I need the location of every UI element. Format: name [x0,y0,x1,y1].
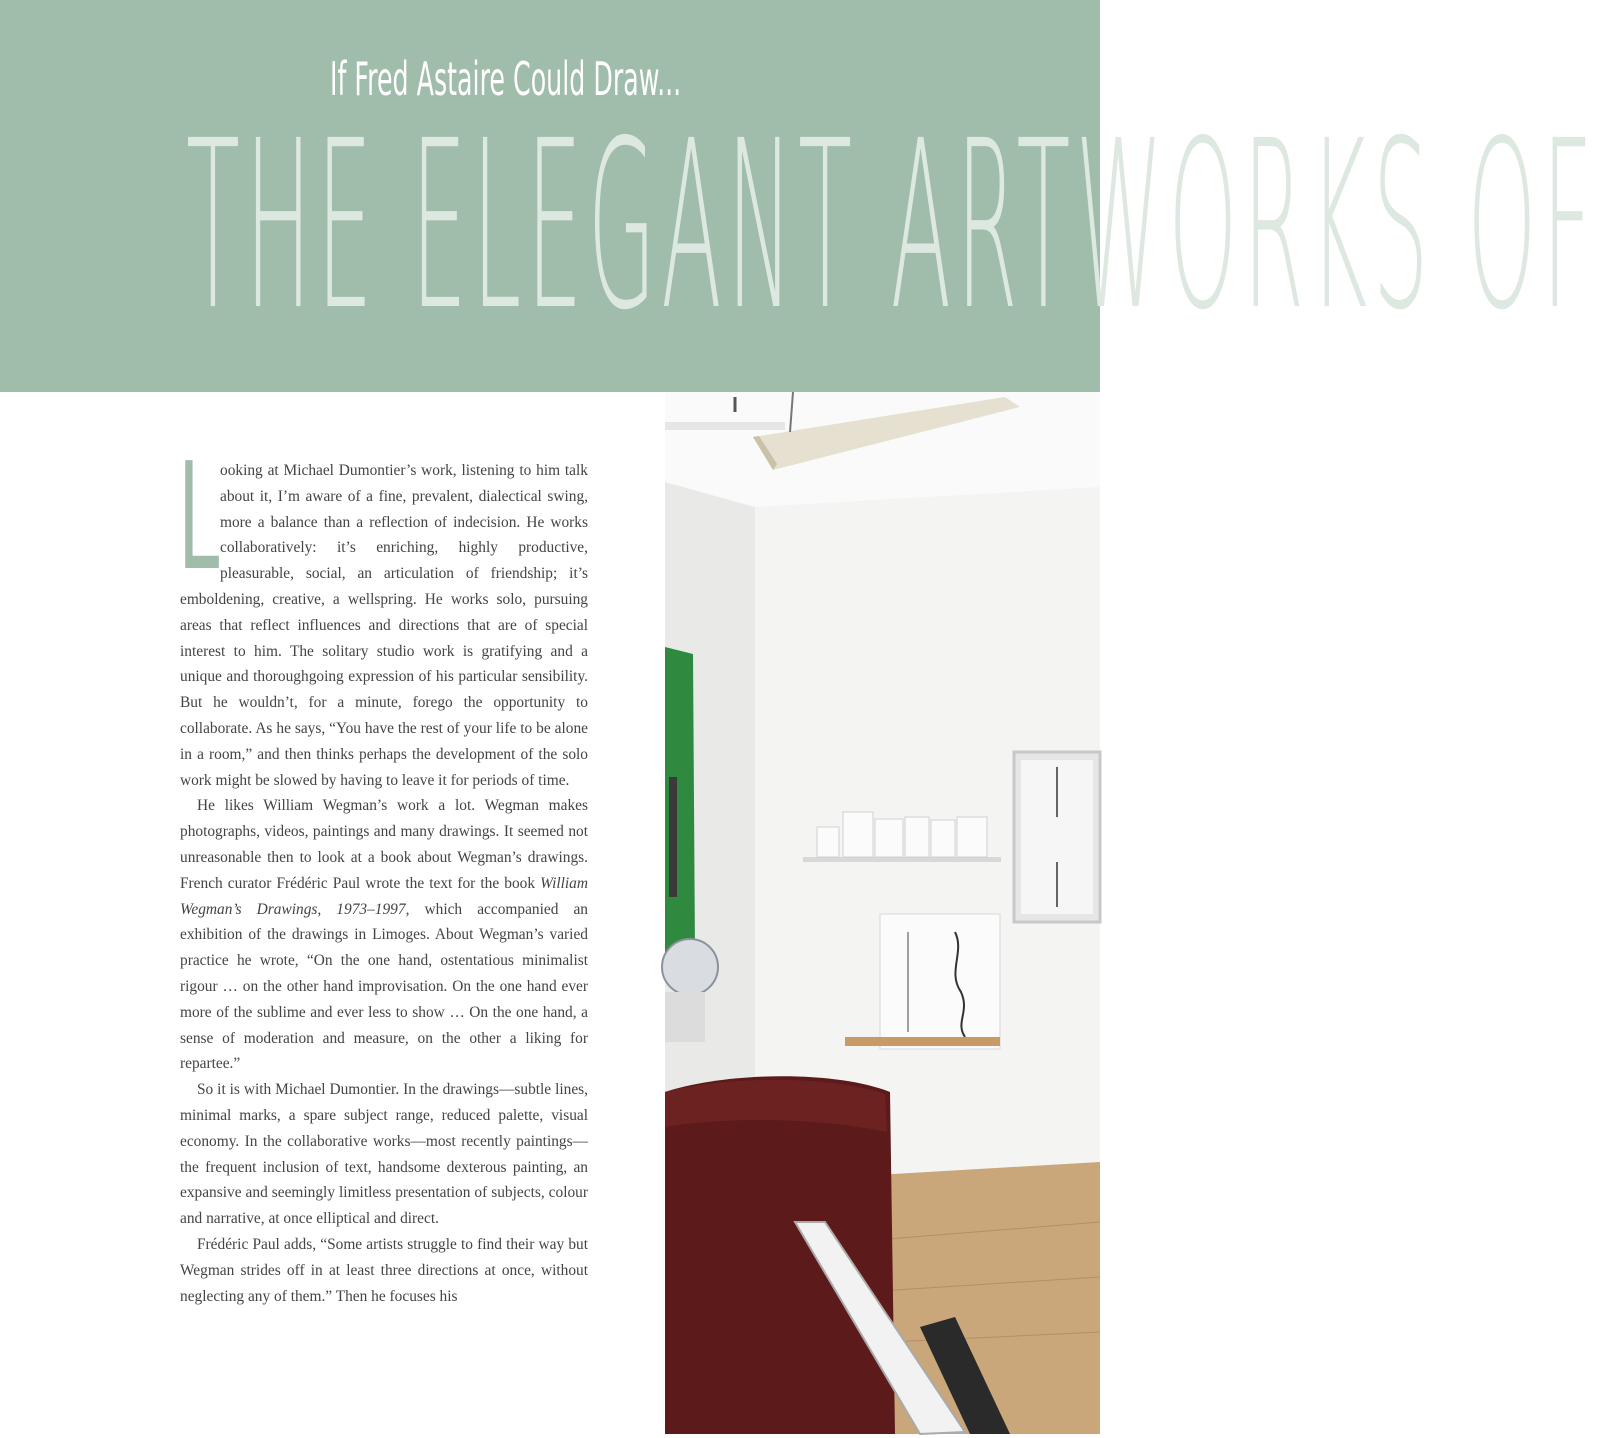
paragraph-text: So it is with Michael Dumontier. In the drawings—subtle lines, minimal marks, a spare subject range, reduced palette, visual economy. In the collaborative works—most recently paintings—the frequent inclusion of text, handsome dexterous painting, an expansive and seemingly limitless presentation of subjects, colour and narrative, at once elliptical and direct. [180,1081,588,1228]
paragraph-text: , which accompanied an exhibition of the drawings in Limoges. About Wegman’s varied practice he wrote, “On the one hand, ostentatious minimalist rigour … on the other hand improvisation. On the one hand ever more of the sublime and ever less to show … On the one hand, a sense of moderation and measure, on the other a liking for repartee.” [180,900,589,1073]
article-paragraph [180,793,588,1077]
header-banner [0,0,1598,392]
kicker-title: If Fred Astaire Could Draw... [330,52,682,106]
article-paragraph [180,1232,588,1309]
paragraph-text: He likes William Wegman’s work a lot. Wegman makes photographs, videos, paintings and many drawings. It seemed not unreasonable then to look at a book about Wegman’s drawings. French curator Frédéric Paul wrote the text for the book [180,797,588,892]
paragraph-text: Frédéric Paul adds, “Some artists struggle to find their way but Wegman strides off in at least three directions at once, without neglecting any of them.” Then he focuses his [180,1235,588,1305]
article-paragraph [178,431,588,793]
article-body [178,431,589,1309]
studio-photo-illustration [665,392,1100,1434]
book-title: William Wegman’s Drawings, 1973–1997 [180,874,588,918]
studio-photo [665,392,1100,1434]
paragraph-text: ooking at Michael Dumontier’s work, listening to him talk about it, I’m aware of a fine, prevalent, dialectical swing, more a balance than a reflection of indecision. He works collaboratively: it’s enriching, highly productive, pleasurable, social, an articulation of friendship; it’s emboldening, creative, a wellspring. He works solo, pursuing areas that reflect influences and directions that are of special interest to him. The solitary studio work is gratifying and a unique and thoroughgoing expression of his particular sensibility. But he wouldn’t, for a minute, forego the opportunity to collaborate. As he says, “You have the rest of your life to be alone in a room,” and then thinks perhaps the development of the solo work might be slowed by having to leave it for periods of time. [180,462,588,789]
headline: THE ELEGANT ARTWORKS OF [186,91,1598,361]
article-paragraph [180,1077,588,1232]
drop-cap: L [178,431,220,603]
